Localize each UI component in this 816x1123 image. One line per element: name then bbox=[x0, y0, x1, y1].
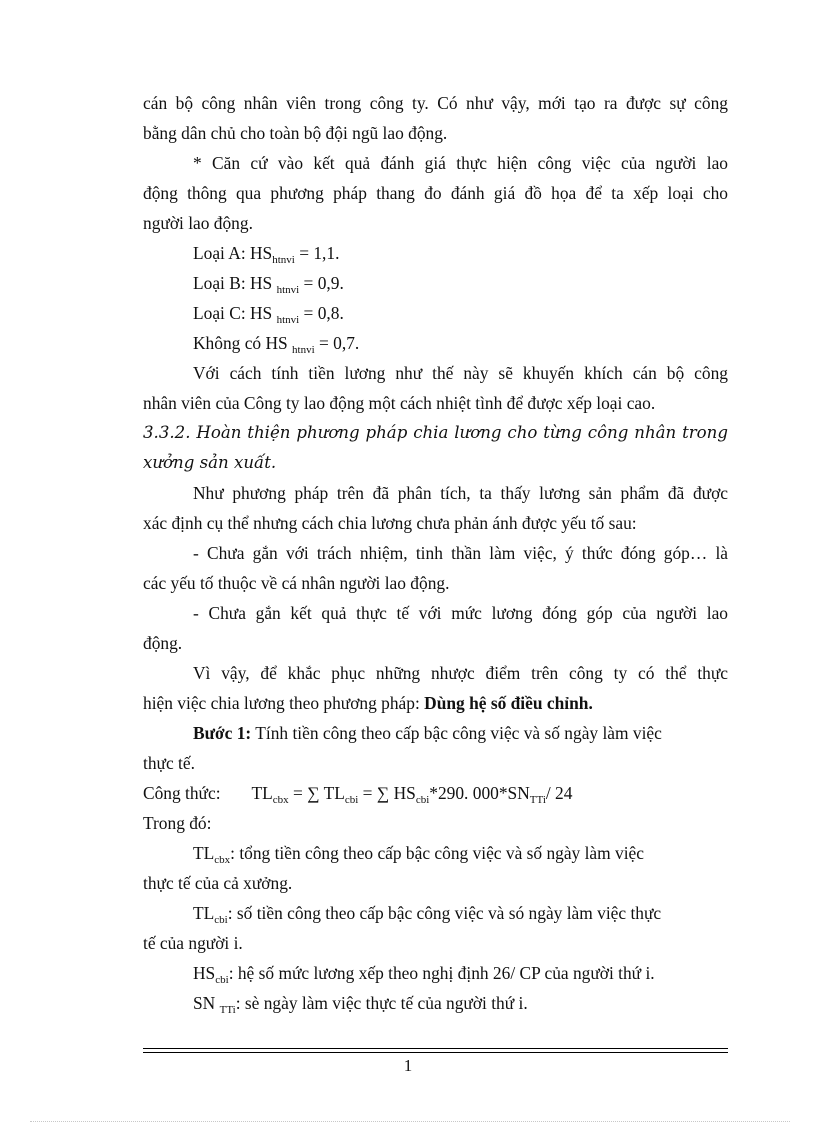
text-line: Với cách tính tiền lương như thế này sẽ khuyến khích cán bộ công bbox=[193, 363, 728, 383]
page-number: 1 bbox=[403, 1056, 413, 1075]
section-heading-cont: xưởng sản xuất. bbox=[143, 453, 277, 472]
text-line: thực tế. bbox=[143, 753, 195, 773]
rating-line-b: Loại B: HS $_{htnvi}$ = 0,9. bbox=[193, 273, 344, 296]
text-line: - Chưa gắn kết quả thực tế với mức lương đóng góp của người lao bbox=[193, 603, 728, 623]
page-edge bbox=[30, 1121, 790, 1122]
text-line: người lao động. bbox=[143, 213, 253, 233]
step-line: Bước 1: Tính tiền công theo cấp bậc công việc và số ngày làm việc bbox=[193, 723, 662, 743]
text-line: Như phương pháp trên đã phân tích, ta thấy lương sản phẩm đã được bbox=[193, 483, 728, 503]
definition-line: $TL_{cbx}$: tổng tiền công theo cấp bậc công việc và số ngày làm việc bbox=[193, 843, 644, 866]
footer-rule bbox=[143, 1048, 728, 1049]
text-line: Trong đó: bbox=[143, 813, 212, 833]
text-line: Vì vậy, để khắc phục những nhược điểm trên công ty có thể thực bbox=[193, 663, 728, 683]
rating-line-c: Loại C: HS $_{htnvi}$ = 0,8. bbox=[193, 303, 344, 326]
text-line: động. bbox=[143, 633, 183, 653]
text-line: hiện việc chia lương theo phương pháp: Dùng hệ số điều chỉnh. bbox=[143, 693, 593, 713]
section-heading: 3.3.2. Hoàn thiện phương pháp chia lương cho từng công nhân trong bbox=[143, 423, 728, 442]
definition-line: $TL_{cbi}$: số tiền công theo cấp bậc công việc và só ngày làm việc thực bbox=[193, 903, 662, 926]
definition-line: $HS_{cbi}$: hệ số mức lương xếp theo nghị định 26/ CP của người thứ i. bbox=[193, 963, 655, 986]
text-line: động thông qua phương pháp thang đo đánh giá đồ họa để ta xếp loại cho bbox=[143, 183, 728, 203]
text-line: nhân viên của Công ty lao động một cách nhiệt tình để được xếp loại cao. bbox=[143, 393, 656, 413]
text-line: xác định cụ thể nhưng cách chia lương chưa phản ánh được yếu tố sau: bbox=[143, 513, 637, 533]
footer-rule bbox=[143, 1052, 728, 1053]
text-line: - Chưa gắn với trách nhiệm, tinh thần làm việc, ý thức đóng góp… là bbox=[193, 543, 728, 563]
formula-line: Công thức: $TL_{cbx}$ = ∑ $TL_{cbi}$ = ∑ $HS_{cbi}*290$. $000*SN_{TTi}/$ 24 bbox=[143, 783, 573, 806]
text-line: tế của người i. bbox=[143, 933, 243, 953]
text-line: thực tế của cả xưởng. bbox=[143, 873, 293, 893]
text-line: các yếu tố thuộc về cá nhân người lao động. bbox=[143, 573, 450, 593]
rating-line-none: Không có HS $_{htnvi}$ = 0,7. bbox=[193, 333, 360, 356]
rating-line-a: Loại A: $HS_{htnvi} = 1,1$. bbox=[193, 243, 340, 266]
definition-line: SN $_{TTi}$: sè ngày làm việc thực tế của người thứ i. bbox=[193, 993, 528, 1016]
text-line: bằng dân chủ cho toàn bộ đội ngũ lao động. bbox=[143, 123, 448, 143]
text-line: cán bộ công nhân viên trong công ty. Có như vậy, mới tạo ra được sự công bbox=[143, 93, 728, 113]
text-line: * Căn cứ vào kết quả đánh giá thực hiện công việc của người lao bbox=[193, 153, 728, 173]
